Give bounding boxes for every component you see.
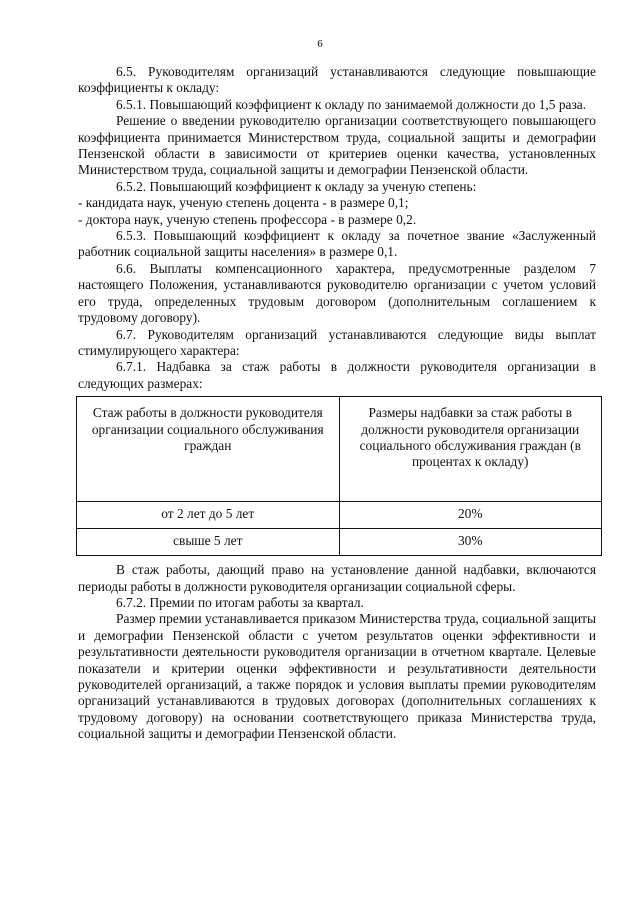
paragraph-6-7-1: 6.7.1. Надбавка за стаж работы в должности руководителя организации в следующих размерах:	[78, 359, 596, 391]
paragraph-6-7: 6.7. Руководителям организаций устанавливаются следующие виды выплат стимулирующего характера:	[78, 326, 596, 358]
paragraph-6-7-2: 6.7.2. Премии по итогам работы за квартал.	[116, 594, 364, 610]
list-item-doctor: - доктора наук, ученую степень профессора - в размере 0,2.	[78, 211, 417, 227]
paragraph-decision: Решение о введении руководителю организации соответствующего повышающего коэффициента принимается Министерством труда, социальной защиты и демографии Пензенской области в зависимости от критериев оценки качества, установленных Министерством труда, социальной защиты и демографии Пензенской области.	[78, 113, 596, 178]
table-cell-period: от 2 лет до 5 лет	[77, 502, 340, 529]
table-header-period: Стаж работы в должности руководителя организации социального обслуживания граждан	[77, 397, 340, 502]
paragraph-6-6: 6.6. Выплаты компенсационного характера, предусмотренные разделом 7 настоящего Положения, устанавливаются руководителю организации с учетом условий его труда, определенных трудовым договором (дополнительным соглашением к трудовому договору).	[78, 260, 596, 326]
table-row	[77, 502, 602, 529]
paragraph-6-5: 6.5. Руководителям организаций устанавливаются следующие повышающие коэффициенты к окладу:	[78, 64, 596, 96]
paragraph-6-5-3: 6.5.3. Повышающий коэффициент к окладу за почетное звание «Заслуженный работник социальной защиты населения» в размере 0,1.	[78, 228, 596, 260]
paragraph-6-5-2: 6.5.2. Повышающий коэффициент к окладу за ученую степень:	[116, 178, 477, 194]
paragraph-seniority-periods: В стаж работы, дающий право на установление данной надбавки, включаются периоды работы в должности руководителя организации социальной сферы.	[78, 562, 596, 594]
table-cell-percent: 30%	[339, 529, 602, 556]
paragraph-bonus-size: Размер премии устанавливается приказом Министерства труда, социальной защиты и демографии Пензенской области с учетом результатов оценки эффективности и результативности деятельности руководителя организации в отчетном квартале. Целевые показатели и критерии оценки эффективности и результативности деятельности руководителей организаций, а также порядок и условия выплаты премии руководителям организаций устанавливаются в трудовых договорах (дополнительных соглашениях к трудовому договору) на основании соответствующего приказа Министерства труда, социальной защиты и демографии Пензенской области.	[78, 611, 596, 742]
table-cell-period: свыше 5 лет	[77, 529, 340, 556]
table-row	[77, 529, 602, 556]
document-body	[78, 64, 596, 743]
table-header-percent: Размеры надбавки за стаж работы в должности руководителя организации социального обслуживания граждан (в процентах к окладу)	[339, 397, 602, 502]
page-number: 6	[317, 38, 323, 50]
table-cell-percent: 20%	[339, 502, 602, 529]
list-item-candidate: - кандидата наук, ученую степень доцента - в размере 0,1;	[78, 195, 409, 211]
seniority-allowance-table	[76, 396, 602, 556]
table-header-row	[77, 397, 602, 502]
paragraph-6-5-1: 6.5.1. Повышающий коэффициент к окладу по занимаемой должности до 1,5 раза.	[116, 96, 587, 112]
